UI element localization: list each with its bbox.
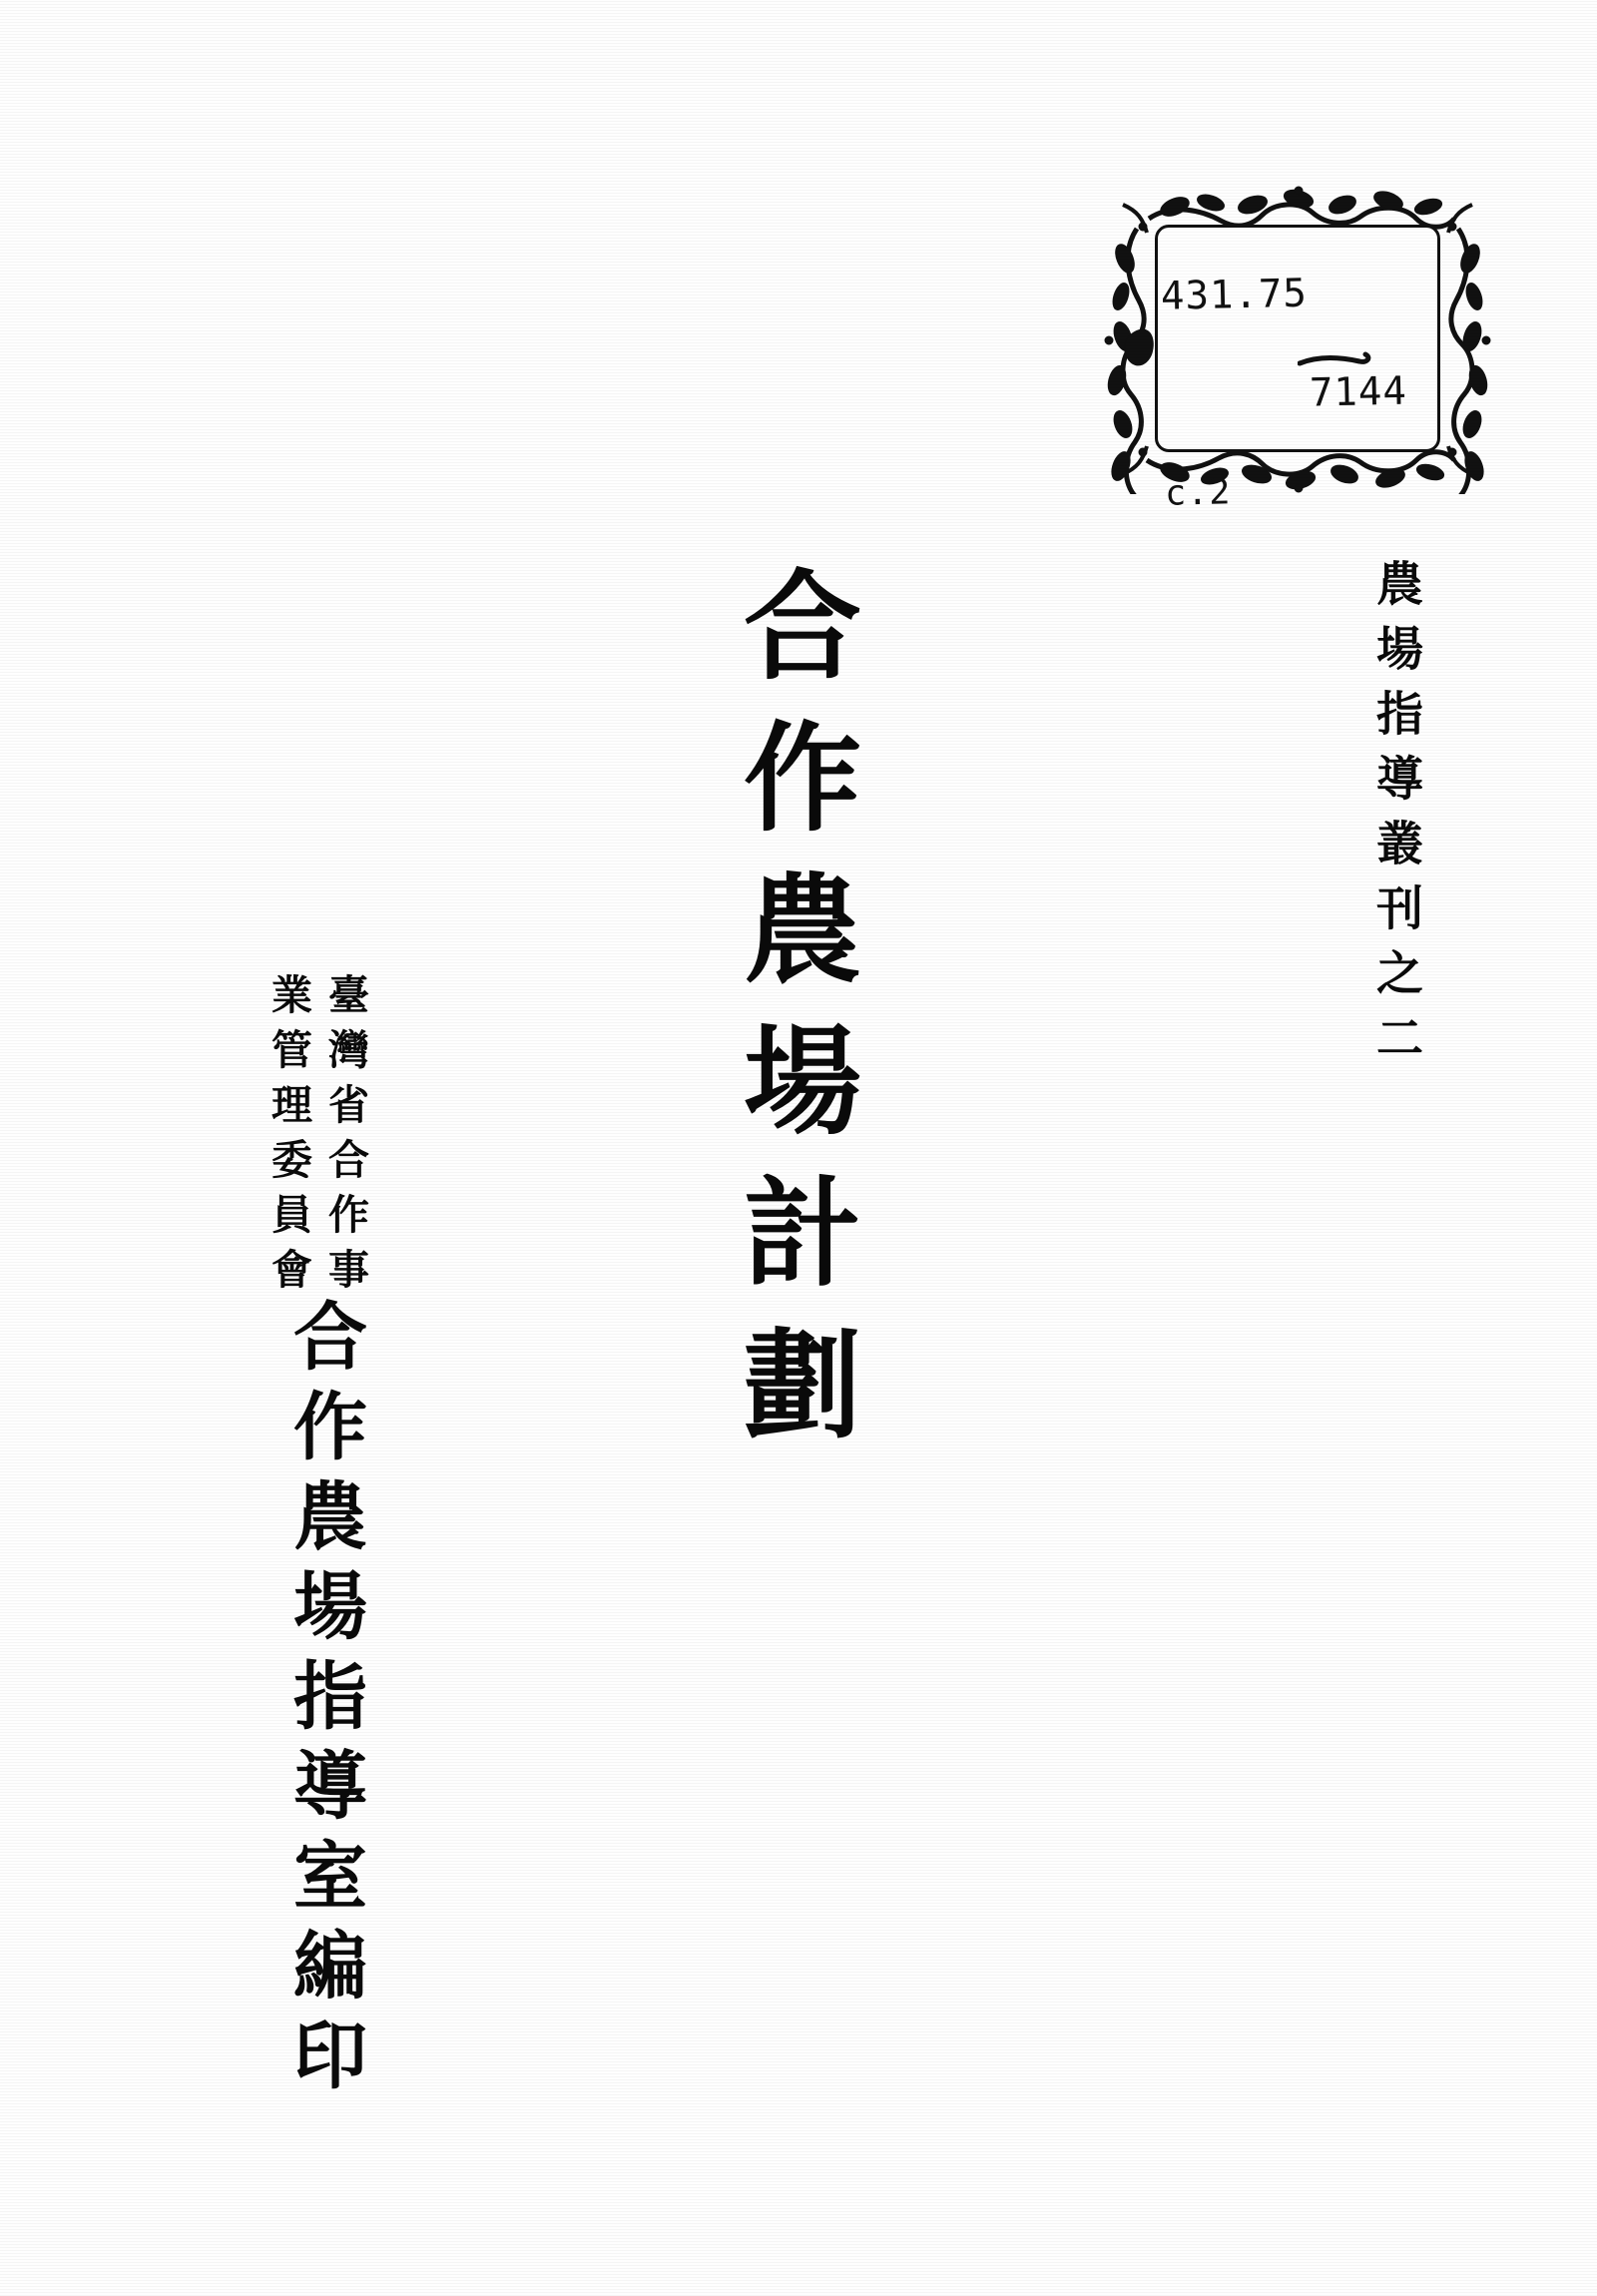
publisher-organization [265,973,369,1303]
publisher-line-2: 業管理委員會 [265,973,312,1303]
call-number-text [1160,267,1424,516]
imprint-label: 合作農場指導室編印 [281,1298,367,2106]
publisher-line-1: 臺灣省合作事 [321,973,369,1303]
book-title: 合作農場計劃 [724,564,862,1474]
call-number-line-1: 431.75 [1160,271,1309,319]
call-number-line-3: c.2 [1164,471,1232,514]
call-number-line-2: 7144 [1309,368,1408,416]
series-label: 農場指導叢刊之二 [1368,559,1423,1078]
handwritten-annotation-icon [1298,351,1381,373]
